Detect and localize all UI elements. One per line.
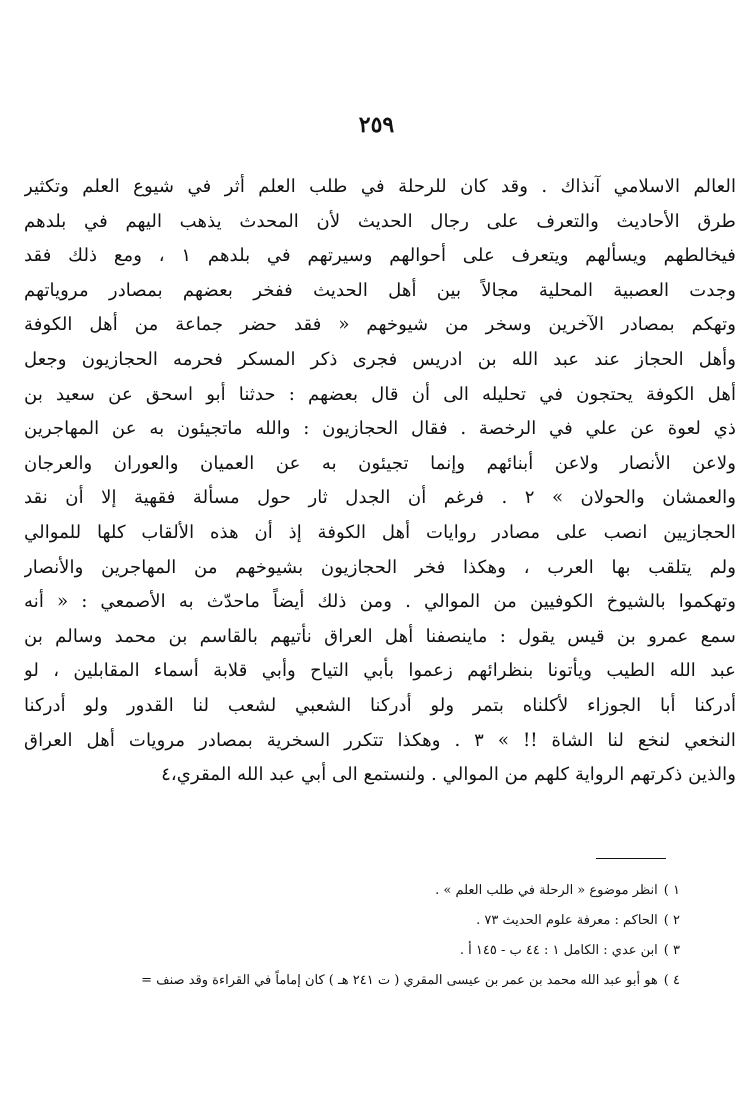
- text-line: أدركنا أبا الجوزاء لأكلناه بتمر ولو أدركنا الشعبي لشعب لنا القدور ولو أدركنا: [24, 694, 736, 716]
- body-text: [24, 170, 736, 793]
- text-line: وتهكم بمصادر الآخرين وسخر من شيوخهم « فقد حضر جماعة من أهل الكوفة: [24, 314, 736, 336]
- text-line: والذين ذكرتهم الرواية كلهم من الموالي . ولنستمع الى أبي عبد الله المقري،٤: [161, 764, 736, 786]
- page-number: ٢٥٩: [358, 112, 395, 138]
- footnotes: [80, 876, 680, 996]
- footnote-separator: [596, 858, 666, 859]
- text-line: سمع عمرو بن قيس يقول : ماينصفنا أهل العراق نأتيهم بالقاسم بن محمد وسالم بن: [24, 625, 736, 647]
- text-line: العالم الاسلامي آنذاك . وقد كان للرحلة في طلب العلم أثر في شيوع العلم وتكثير: [24, 176, 736, 197]
- text-line: ولم يتلقب بها العرب ، وهكذا فخر الحجازيون بشيوخهم من المهاجرين والأنصار: [24, 556, 736, 578]
- footnote: [80, 966, 680, 996]
- footnote-number: ٤ ): [663, 973, 680, 988]
- text-line: النخعي لنخع لنا الشاة !! » ٣ . وهكذا تتكرر السخرية بمصادر مرويات أهل العراق: [24, 729, 736, 751]
- text-line: عبد الله الطيب ويأتونا بنظرائهم زعموا بأبي التياح وأبي قلابة أسماء المقابلين ، لو: [24, 660, 736, 682]
- text-line: ولاعن الأنصار ولاعن أبنائهم وإنما تجيئون به عن العميان والعوران والعرجان: [24, 452, 736, 474]
- footnote-number: ٣ ): [663, 943, 680, 958]
- text-line: فيخالطهم ويسألهم ويتعرف على أحوالهم وسيرتهم في بلدهم ١ ، ومع ذلك فقد: [24, 245, 736, 267]
- footnote: [80, 906, 680, 936]
- footnote: [80, 936, 680, 966]
- text-line: والعمشان والحولان » ٢ . فرغم أن الجدل ثار حول مسألة فقهية إلا أن نقد: [24, 487, 736, 509]
- footnote-text: الحاكم : معرفة علوم الحديث ٧٣ .: [476, 913, 658, 928]
- footnote-text: انظر موضوع « الرحلة في طلب العلم » .: [435, 883, 658, 898]
- text-line: أهل الكوفة يحتجون في تحليله الى أن قال بعضهم : حدثنا أبو اسحق عن سعيد بن: [24, 383, 736, 405]
- text-line: وتهكموا بالشيوخ الكوفيين من الموالي . ومن ذلك أيضاً ماحدّث به الأصمعي : « أنه: [24, 591, 736, 613]
- text-line: وأهل الحجاز عند عبد الله بن ادريس فجرى ذكر المسكر فحرمه الحجازيون وجعل: [24, 348, 736, 370]
- footnote-text: ابن عدي : الكامل ١ : ٤٤ ب - ١٤٥ أ .: [459, 943, 658, 958]
- footnote-number: ٢ ): [663, 913, 680, 928]
- text-line: طرق الأحاديث والتعرف على رجال الحديث لأن المحدث يذهب اليهم في بلدهم: [24, 210, 736, 232]
- footnote-number: ١ ): [663, 883, 680, 898]
- footnote-text: هو أبو عبد الله محمد بن عمر بن عيسى المقري ( ت ٢٤١ هـ ) كان إماماً في القراءة وقد صنف =: [141, 973, 658, 988]
- text-line: الحجازيين انصب على مصادر روايات أهل الكوفة إذ أن هذه الألقاب كلها للموالي: [24, 521, 736, 543]
- footnote: [80, 876, 680, 906]
- text-line: ذي لعوة عن علي في الرخصة . فقال الحجازيون : والله ماتجيئون به عن المهاجرين: [24, 418, 736, 440]
- text-line: وجدت العصبية المحلية مجالاً بين أهل الحديث ففخر بعضهم بمصادر مروياتهم: [24, 279, 736, 301]
